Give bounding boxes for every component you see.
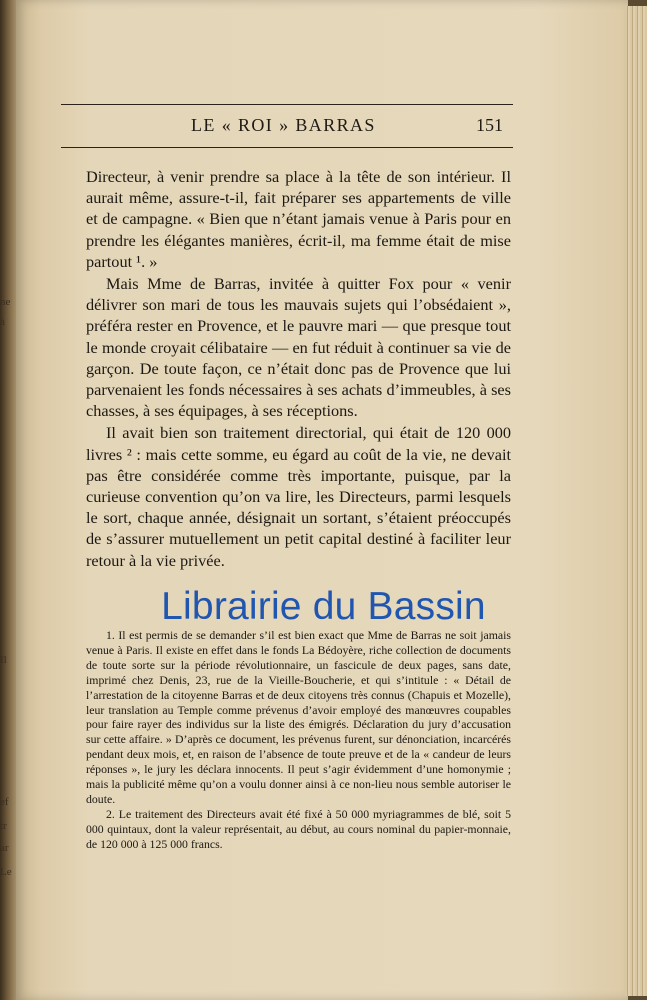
footnote: 2. Le traitement des Directeurs avait été fixé à 50 000 myriagrammes de blé, soit 5 000 quintaux, dont la valeur représentait, au début, au cours nominal du papier-monnaie, de 120 000 à 125 000 francs. [86,806,511,851]
running-header [61,104,513,148]
facing-page-fragment: ef [0,796,9,808]
body-paragraph: Mais Mme de Barras, invitée à quitter Fox pour « venir délivrer son mari de tous les mauvais sujets qui l’obsédaient », préféra rester en Provence, et le pauvre mari — que presque tout le monde croyait célibataire — en fut réduit à continuer sa vie de garçon. De toute façon, ce n’était donc pas de Provence que lui parvenaient les fonds nécessaires à ses achats d’immeubles, à ses chasses, à ses équipages, à ses réceptions. [86,274,511,421]
body-paragraph: Il avait bien son traitement directorial, qui était de 120 000 livres ² : mais cette somme, eu égard au coût de la vie, ne devait pas être considérée comme très importante, puisque, par la curieuse convention qu’on va lire, les Directeurs, parmi lesquels le sort, chaque année, désignait un sortant, s’étaient préoccupés de s’assurer mutuellement un petit capital destiné à faciliter leur retour à la vie privée. [86,423,511,570]
watermark: Librairie du Bassin [161,585,486,628]
facing-page-fragment: tr [0,820,7,832]
footnote: 1. Il est permis de se demander s’il est bien exact que Mme de Barras ne soit jamais venue à Paris. Il existe en effet dans le fonds La Bédoyère, riche collection de documents de toute sorte sur la période révolutionnaire, un fascicule de deux pages, sans date, imprimé chez Denis, 23, rue de la Vieille-Boucherie, et qui s’intitule : « Détail de l’arrestation de la citoyenne Barras et de deux citoyens très connus (Chapuis et Mozelle), leur translation au Temple comme prévenus d’avoir employé des manœuvres coupables pour faire rayer des individus sur la liste des émigrés. Déclaration du jury d’accusation sur cette affaire. » D’après ce document, les prévenus furent, sur dénonciation, incarcérés pendant deux mois, et, en raison de l’absence de toute preuve et de la « candeur de leurs réponses », le jury les déclara innocents. Il peut s’agir évidemment d’une homonymie ; mais la publicité même qu’on a voulu donner ainsi à ce non-lieu nous semble autoriser le doute. [86,628,511,806]
body-paragraph: Directeur, à venir prendre sa place à la tête de son intérieur. Il aurait même, assure-t-il, fait préparer ses appartements de ville et de campagne. « Bien que n’étant jamais venue à Paris pour en prendre les élégantes manières, écrit-il, ma femme était de mise partout ¹. » [86,167,511,271]
facing-page-fragment: Le [0,866,12,878]
facing-page-fragment: à [0,316,5,328]
page-number: 151 [476,115,503,135]
facing-page-fragment: ar [0,842,9,854]
body-text [86,166,511,571]
facing-page-fragment: ne [0,296,11,308]
facing-page-fragment: Il [0,654,7,666]
footnotes [86,628,511,852]
running-title: LE « ROI » BARRAS [191,115,376,135]
page-fore-edge [625,6,647,996]
